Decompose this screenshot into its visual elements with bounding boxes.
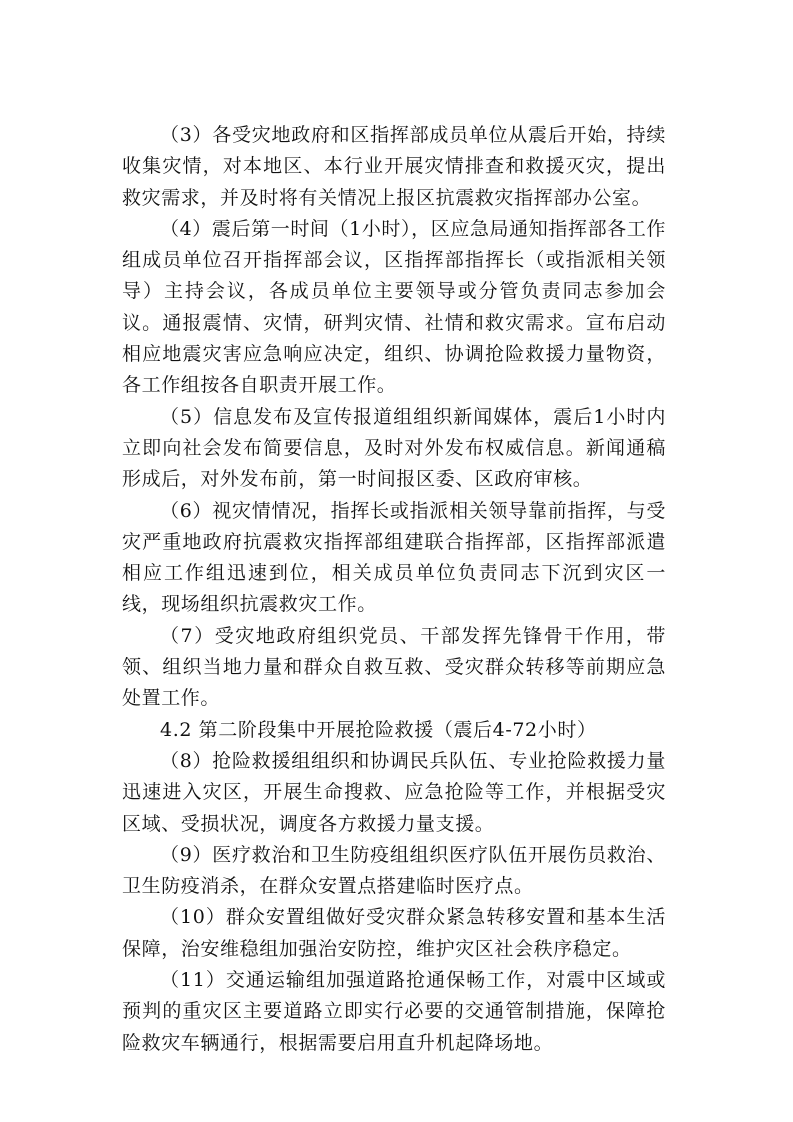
paragraph-6: （6）视灾情情况，指挥长或指派相关领导靠前指挥，与受灾严重地政府抗震救灾指挥部组建联合指挥部，区指挥部派遣相应工作组迅速到位，相关成员单位负责同志下沉到灾区一线，现场组织抗震救灾工作。 (122, 499, 666, 616)
paragraph-9: （9）医疗救治和卫生防疫组组织医疗队伍开展伤员救治、卫生防疫消杀，在群众安置点搭建临时医疗点。 (122, 843, 666, 898)
paragraph-7: （7）受灾地政府组织党员、干部发挥先锋骨干作用，带领、组织当地力量和群众自救互救、受灾群众转移等前期应急处置工作。 (122, 624, 666, 710)
paragraph-11: （11）交通运输组加强道路抢通保畅工作，对震中区域或预判的重灾区主要道路立即实行必要的交通管制措施，保障抢险救灾车辆通行，根据需要启用直升机起降场地。 (122, 969, 666, 1054)
paragraph-3: （3）各受灾地政府和区指挥部成员单位从震后开始，持续收集灾情，对本地区、本行业开展灾情排查和救援灭灾，提出救灾需求，并及时将有关情况上报区抗震救灾指挥部办公室。 (122, 124, 666, 209)
paragraph-4: （4）震后第一时间（1小时），区应急局通知指挥部各工作组成员单位召开指挥部会议，区指挥部指挥长（或指派相关领导）主持会议，各成员单位主要领导或分管负责同志参加会议。通报震情、灾情，研判灾情、社情和救灾需求。宣布启动相应地震灾害应急响应决定，组织、协调抢险救援力量物资，各工作组按各自职责开展工作。 (122, 217, 666, 397)
document-body (122, 120, 666, 1059)
paragraph-8: （8）抢险救援组组织和协调民兵队伍、专业抢险救援力量迅速进入灾区，开展生命搜救、应急抢险等工作，并根据受灾区域、受损状况，调度各方救援力量支援。 (122, 749, 666, 835)
paragraph-5: （5）信息发布及宣传报道组组织新闻媒体，震后1小时内立即向社会发布简要信息，及时对外发布权威信息。新闻通稿形成后，对外发布前，第一时间报区委、区政府审核。 (122, 405, 666, 491)
section-heading-4-2: 4.2 第二阶段集中开展抢险救援（震后4-72小时） (160, 718, 597, 741)
paragraph-10: （10）群众安置组做好受灾群众紧急转移安置和基本生活保障，治安维稳组加强治安防控，维护灾区社会秩序稳定。 (122, 906, 666, 960)
